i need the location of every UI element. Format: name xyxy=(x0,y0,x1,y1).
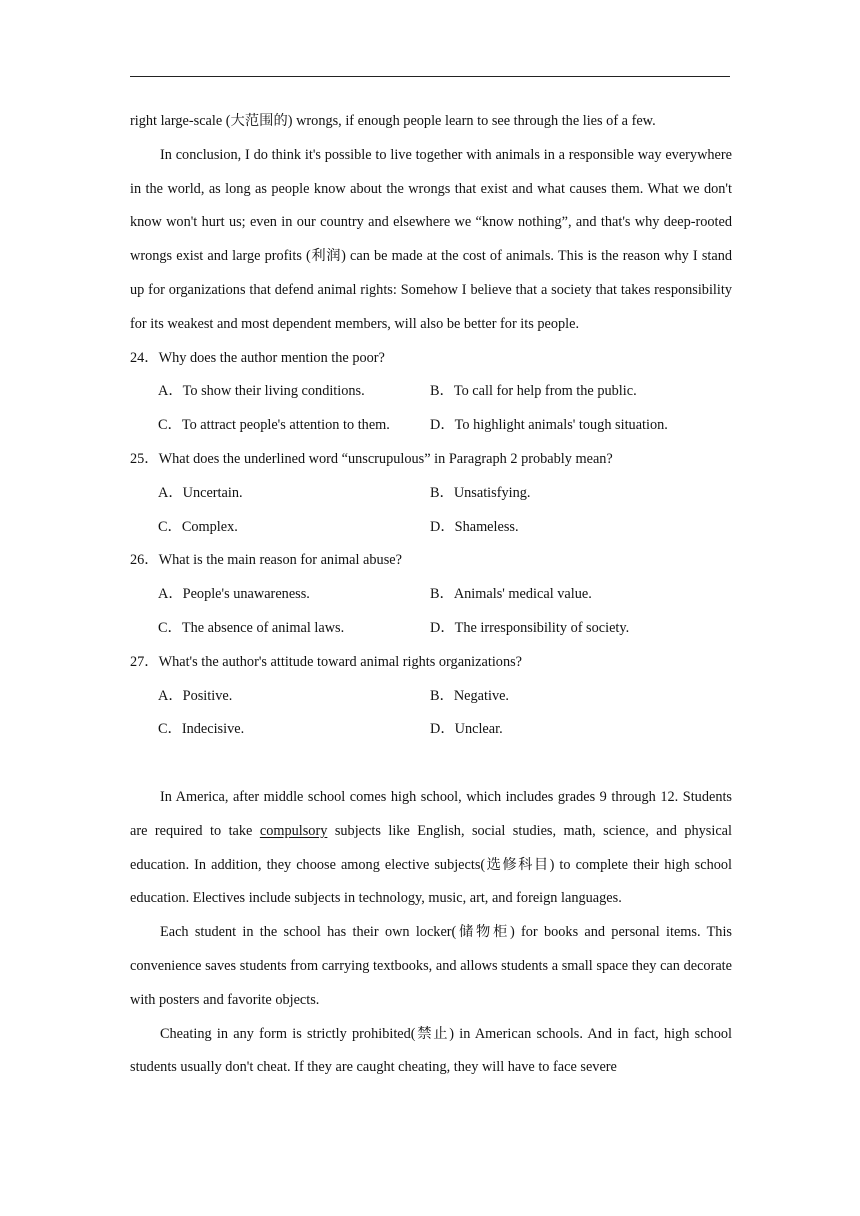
question-24 xyxy=(130,342,732,443)
passage2-paragraph-2: Each student in the school has their own locker(储物柜) for books and personal items. This convenience saves students from carrying textbooks, and allows students a small space they can decorate with posters and favorite objects. xyxy=(130,924,732,1008)
option-d: D．The irresponsibility of society. xyxy=(430,619,630,636)
option-b: B．Unsatisfying. xyxy=(430,484,531,501)
question-stem: 25．What does the underlined word “unscrupulous” in Paragraph 2 probably mean? xyxy=(130,450,613,467)
option-c: C．Complex. xyxy=(158,518,238,535)
option-a: A．Positive. xyxy=(158,687,233,704)
question-stem: 27．What's the author's attitude toward animal rights organizations? xyxy=(130,653,522,670)
option-b: B．Negative. xyxy=(430,687,510,704)
question-stem: 24．Why does the author mention the poor? xyxy=(130,349,385,366)
option-d: D．Shameless. xyxy=(430,518,519,535)
underlined-word: compulsory xyxy=(259,822,328,839)
paragraph-text: subjects like English, social studies, math, science, and physical education. In addition, they choose among elective subjects(选修科目) to complete their high school education. Electives include subjects in technology, music, art, and foreign languages. xyxy=(130,822,733,907)
passage1-fragment: right large-scale (大范围的) wrongs, if enough people learn to see through the lies of a few. xyxy=(130,113,656,129)
paragraph-text: In America, after middle school comes high school, which includes grades 9 through 12. Students are required to take xyxy=(130,788,732,839)
page-content xyxy=(130,105,732,1085)
question-27 xyxy=(130,646,732,747)
option-c: C．To attract people's attention to them. xyxy=(158,417,390,434)
option-a: A．To show their living conditions. xyxy=(158,383,365,400)
passage2-paragraph-1 xyxy=(130,781,732,916)
section-gap xyxy=(130,747,732,781)
header-rule xyxy=(130,76,730,77)
passage2-paragraph-3: Cheating in any form is strictly prohibited(禁止) in American schools. And in fact, high school students usually don't cheat. If they are caught cheating, they will have to face severe xyxy=(130,1025,732,1076)
option-d: D．Unclear. xyxy=(430,721,503,738)
option-d: D．To highlight animals' tough situation. xyxy=(430,417,668,434)
option-c: C．The absence of animal laws. xyxy=(158,619,345,636)
option-a: A．Uncertain. xyxy=(158,484,243,501)
question-25 xyxy=(130,443,732,544)
option-a: A．People's unawareness. xyxy=(158,586,310,603)
question-26 xyxy=(130,544,732,645)
passage1-conclusion: In conclusion, I do think it's possible to live together with animals in a responsible way everywhere in the world, as long as people know about the wrongs that exist and what causes them. What we don't know won't hurt us; even in our country and elsewhere we “know nothing”, and that's why deep-rooted wrongs exist and large profits (利润) can be made at the cost of animals. This is the reason why I stand up for organizations that defend animal rights: Somehow I believe that a society that takes responsibility for its weakest and most dependent members, will also be better for its people. xyxy=(130,146,732,332)
option-c: C．Indecisive. xyxy=(158,721,245,738)
option-b: B．Animals' medical value. xyxy=(430,586,592,603)
option-b: B．To call for help from the public. xyxy=(430,383,637,400)
question-stem: 26．What is the main reason for animal abuse? xyxy=(130,552,402,569)
